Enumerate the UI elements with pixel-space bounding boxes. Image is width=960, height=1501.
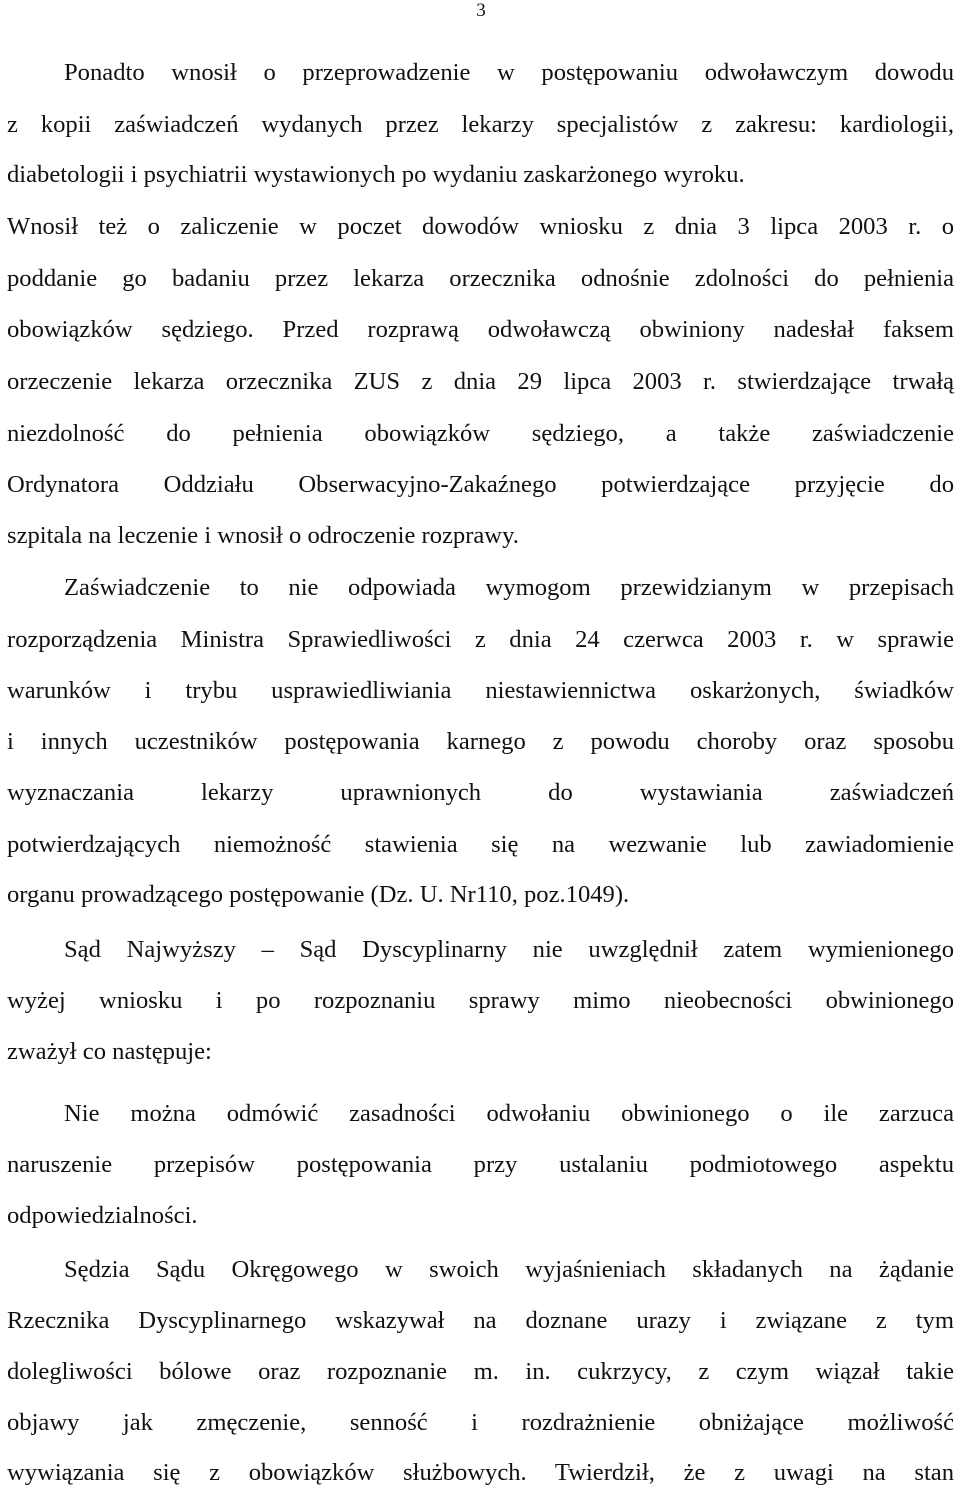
text-line: obowiązków sędziego. Przed rozprawą odwoławczą obwiniony nadesłał faksem	[7, 316, 954, 343]
text-line: Zaświadczenie to nie odpowiada wymogom przewidzianym w przepisach	[64, 574, 954, 601]
text-line: Ponadto wnosił o przeprowadzenie w postępowaniu odwoławczym dowodu	[64, 59, 954, 86]
page-number: 3	[476, 0, 486, 21]
text-line: orzeczenie lekarza orzecznika ZUS z dnia 29 lipca 2003 r. stwierdzające trwałą	[7, 368, 954, 395]
text-line: warunków i trybu usprawiedliwiania niestawiennictwa oskarżonych, świadków	[7, 677, 954, 704]
text-line: Rzecznika Dyscyplinarnego wskazywał na doznane urazy i związane z tym	[7, 1307, 954, 1334]
text-line: szpitala na leczenie i wnosił o odroczenie rozprawy.	[7, 522, 519, 549]
text-line: z kopii zaświadczeń wydanych przez lekarzy specjalistów z zakresu: kardiologii,	[7, 111, 954, 138]
text-line: organu prowadzącego postępowanie (Dz. U. Nr110, poz.1049).	[7, 881, 630, 908]
text-line: wyznaczania lekarzy uprawnionych do wystawiania zaświadczeń	[7, 779, 954, 806]
text-line: wyżej wniosku i po rozpoznaniu sprawy mimo nieobecności obwinionego	[7, 987, 954, 1014]
text-line: Sędzia Sądu Okręgowego w swoich wyjaśnieniach składanych na żądanie	[64, 1256, 954, 1283]
text-line: Ordynatora Oddziału Obserwacyjno-Zakaźnego potwierdzające przyjęcie do	[7, 471, 954, 498]
text-line: diabetologii i psychiatrii wystawionych po wydaniu zaskarżonego wyroku.	[7, 161, 745, 188]
text-line: naruszenie przepisów postępowania przy ustalaniu podmiotowego aspektu	[7, 1151, 954, 1178]
text-line: dolegliwości bólowe oraz rozpoznanie m. in. cukrzycy, z czym wiązał takie	[7, 1358, 954, 1385]
text-line: niezdolność do pełnienia obowiązków sędziego, a także zaświadczenie	[7, 420, 954, 447]
text-line: zważył co następuje:	[7, 1038, 212, 1065]
text-line: potwierdzających niemożność stawienia się na wezwanie lub zawiadomienie	[7, 831, 954, 858]
text-line: objawy jak zmęczenie, senność i rozdrażnienie obniżające możliwość	[7, 1409, 954, 1436]
text-line: Nie można odmówić zasadności odwołaniu obwinionego o ile zarzuca	[64, 1100, 954, 1127]
text-line: wywiązania się z obowiązków służbowych. Twierdził, że z uwagi na stan	[7, 1459, 954, 1486]
text-line: rozporządzenia Ministra Sprawiedliwości z dnia 24 czerwca 2003 r. w sprawie	[7, 626, 954, 653]
text-line: poddanie go badaniu przez lekarza orzecznika odnośnie zdolności do pełnienia	[7, 265, 954, 292]
text-line: i innych uczestników postępowania karnego z powodu choroby oraz sposobu	[7, 728, 954, 755]
text-line: Sąd Najwyższy – Sąd Dyscyplinarny nie uwzględnił zatem wymienionego	[64, 936, 954, 963]
text-line: Wnosił też o zaliczenie w poczet dowodów wniosku z dnia 3 lipca 2003 r. o	[7, 213, 954, 240]
text-line: odpowiedzialności.	[7, 1202, 198, 1229]
